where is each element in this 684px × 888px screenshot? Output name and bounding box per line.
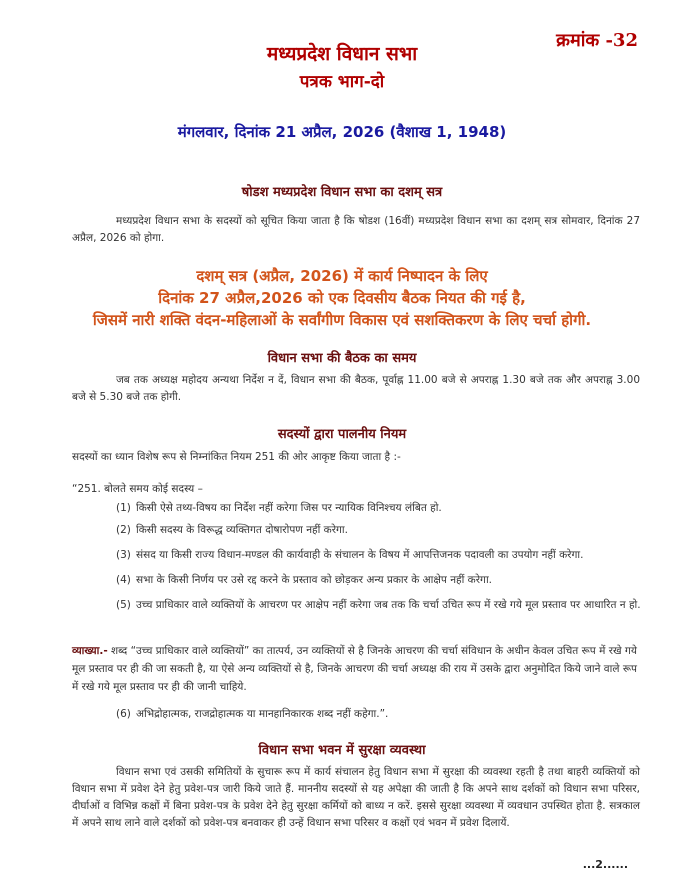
highlight-line-2: दिनांक 27 अप्रैल,2026 को एक दिवसीय बैठक नियत की गई है, [158, 289, 526, 307]
rule-number: (1) [116, 502, 131, 514]
rule-text: उच्च प्राधिकार वाले व्यक्तियों के आचरण पर आक्षेप नहीं करेगा जब तक कि चर्चा उचित रूप में रखे गये मूल प्रस्ताव पर आधारित न हो. [136, 599, 641, 611]
rule-number: (6) [116, 708, 131, 720]
session-paragraph-text: मध्यप्रदेश विधान सभा के सदस्यों को सूचित किया जाता है कि षोडश (16वीं) मध्यप्रदेश विधान सभा का दशम् सत्र सोमवार, दिनांक 27 अप्रैल, 2026 को होगा. [72, 215, 640, 244]
explanation-paragraph [72, 642, 644, 696]
section-heading-session: षोडश मध्यप्रदेश विधान सभा का दशम् सत्र [241, 185, 443, 200]
section-heading-security: विधान सभा भवन में सुरक्षा व्यवस्था [258, 743, 426, 758]
rule-item [116, 706, 646, 723]
session-paragraph [72, 213, 640, 247]
security-paragraph-text: विधान सभा एवं उसकी समितियों के सुचारू रूप में कार्य संचालन हेतु विधान सभा में सुरक्षा की व्यवस्था रहती है तथा बाहरी व्यक्तियों को विधान सभा में प्रवेश देने हेतु प्रवेश-पत्र जारी किये जाते हैं. माननीय सदस्यों से यह अपेक्षा की जाती है कि अपने साथ दर्शकों को विधान सभा परिसर, दीर्घाओं व विभिन्न कक्षों में बिना प्रवेश-पत्र के प्रवेश देने हेतु सुरक्षा कर्मियों को बाध्य न करें. इससे सुरक्षा व्यवस्था में व्यवधान उपस्थित होता है. सत्रकाल में अपने साथ लाने वाले दर्शकों को प्रवेश-पत्र बनवाकर ही उन्हें विधान सभा परिसर व कक्षों एवं भवन में प्रवेश दिलायें. [72, 766, 640, 829]
section-heading-timing: विधान सभा की बैठक का समय [267, 351, 417, 366]
rule-text: सभा के किसी निर्णय पर उसे रद्द करने के प्रस्ताव को छोड़कर अन्य प्रकार के आक्षेप नहीं करेगा. [136, 574, 493, 586]
rule-text: अभिद्रोहात्मक, राजद्रोहात्मक या मानहानिकारक शब्द नहीं कहेगा.”. [136, 708, 389, 720]
rule-number: (4) [116, 574, 131, 586]
rule-text: किसी ऐसे तथ्य-विषय का निर्देश नहीं करेगा जिस पर न्यायिक विनिश्चय लंबित हो. [136, 502, 442, 514]
timing-paragraph-text: जब तक अध्यक्ष महोदय अन्यथा निर्देश न दें, विधान सभा की बैठक, पूर्वाह्न 11.00 बजे से अपराह्न 1.30 बजे तक और अपराह्न 3.00 बजे से 5.30 बजे तक होगी. [72, 374, 640, 403]
explanation-label: व्याख्या.- [72, 645, 108, 657]
page-title: मध्यप्रदेश विधान सभा [266, 43, 418, 65]
rules-intro: सदस्यों का ध्यान विशेष रूप से निम्नांकित नियम 251 की ओर आकृष्ट किया जाता है :- [72, 451, 401, 463]
explanation-text: शब्द “उच्च प्राधिकार वाले व्यक्तियों” का तात्पर्य, उन व्यक्तियों से है जिनके आचरण की चर्चा संविधान के अधीन केवल उचित रूप में रखे गये मूल प्रस्ताव पर ही की जा सकती है, या ऐसे अन्य व्यक्तियों से है, जिनके आचरण की चर्चा अध्यक्ष की राय में उसके द्वारा अनुमोदित किये जाने वाले रूप में रखे गये मूल प्रस्ताव पर ही की जानी चाहिये. [72, 645, 637, 693]
rule-number: (2) [116, 524, 131, 536]
rule-text: किसी सदस्य के विरूद्ध व्यक्तिगत दोषारोपण नहीं करेगा. [136, 524, 348, 536]
highlight-line-1: दशम् सत्र (अप्रैल, 2026) में कार्य निष्पादन के लिए [196, 267, 488, 285]
rule-lead: “251. बोलते समय कोई सदस्य – [72, 483, 203, 495]
serial-number: क्रमांक -32 [556, 30, 638, 51]
rule-item [116, 500, 646, 517]
rule-text: संसद या किसी राज्य विधान-मण्डल की कार्यवाही के संचालन के विषय में आपत्तिजनक पदावली का उपयोग नहीं करेगा. [136, 549, 584, 561]
rule-number: (5) [116, 599, 131, 611]
highlight-line-3: जिसमें नारी शक्ति वंदन-महिलाओं के सर्वांगीण विकास एवं सशक्तिकरण के लिए चर्चा होगी. [92, 311, 592, 329]
rule-item [116, 597, 646, 614]
rule-number: (3) [116, 549, 131, 561]
rule-item [116, 547, 646, 564]
date-line: मंगलवार, दिनांक 21 अप्रैल, 2026 (वैशाख 1, 1948) [177, 123, 507, 141]
rule-item [116, 522, 646, 539]
page-continuation: ...2...... [582, 858, 628, 871]
security-paragraph [72, 764, 640, 832]
section-heading-rules: सदस्यों द्वारा पालनीय नियम [277, 427, 407, 442]
rule-item [116, 572, 646, 589]
page-subtitle: पत्रक भाग-दो [299, 72, 385, 92]
timing-paragraph [72, 372, 640, 406]
